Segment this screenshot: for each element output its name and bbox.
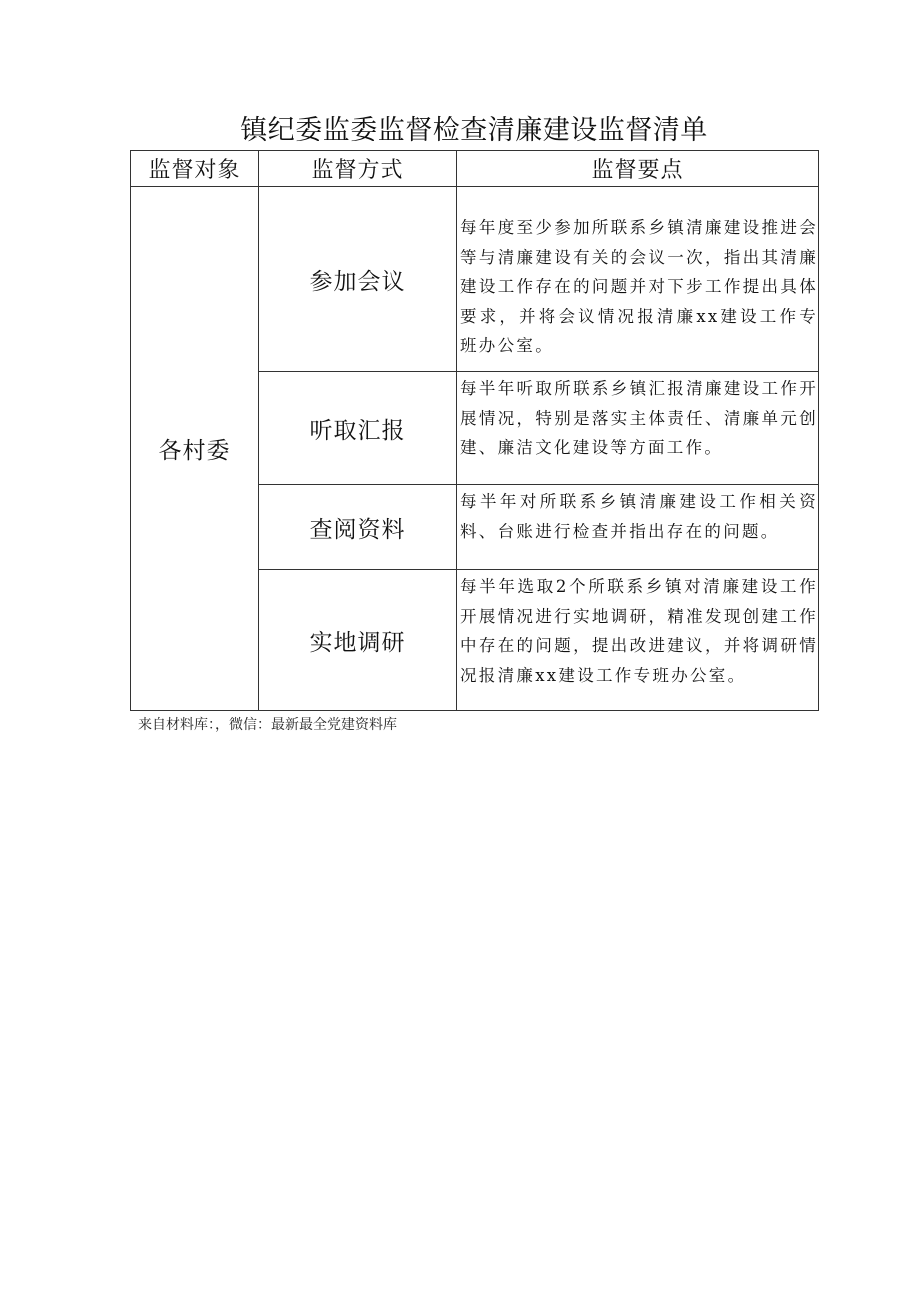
header-points: 监督要点 (457, 151, 819, 187)
point-cell: 每半年听取所联系乡镇汇报清廉建设工作开展情况，特别是落实主体责任、清廉单元创建、廉洁文化建设等方面工作。 (457, 372, 819, 485)
document-title: 镇纪委监委监督检查清廉建设监督清单 (240, 115, 708, 146)
table-header-row (131, 151, 819, 187)
point-cell: 每半年对所联系乡镇清廉建设工作相关资料、台账进行检查并指出存在的问题。 (457, 485, 819, 570)
point-cell: 每年度至少参加所联系乡镇清廉建设推进会等与清廉建设有关的会议一次，指出其清廉建设工作存在的问题并对下步工作提出具体要求，并将会议情况报清廉xx建设工作专班办公室。 (457, 187, 819, 372)
header-method: 监督方式 (259, 151, 457, 187)
method-cell: 实地调研 (259, 570, 457, 711)
footer-note: 来自材料库：，微信：最新最全党建资料库 (138, 717, 397, 733)
method-cell: 听取汇报 (259, 372, 457, 485)
header-subject: 监督对象 (131, 151, 259, 187)
subject-cell: 各村委 (131, 187, 259, 711)
table-row (131, 187, 819, 372)
method-cell: 查阅资料 (259, 485, 457, 570)
point-cell: 每半年选取2个所联系乡镇对清廉建设工作开展情况进行实地调研，精准发现创建工作中存在的问题，提出改进建议，并将调研情况报清廉xx建设工作专班办公室。 (457, 570, 819, 711)
supervision-table (130, 150, 819, 711)
method-cell: 参加会议 (259, 187, 457, 372)
